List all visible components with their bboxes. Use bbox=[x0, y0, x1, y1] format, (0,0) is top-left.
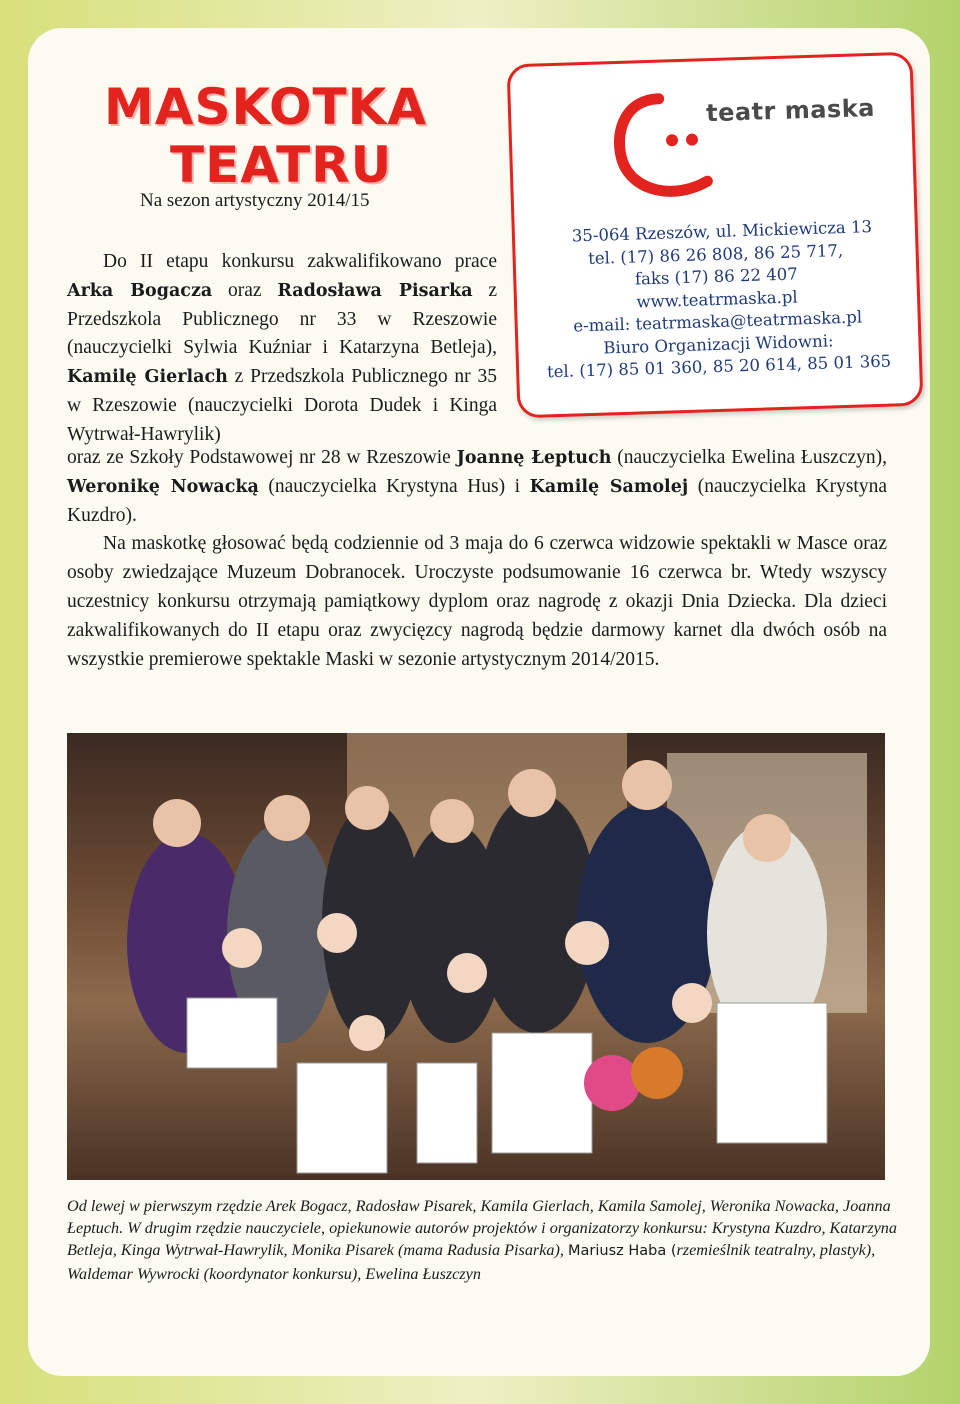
contact-card bbox=[507, 52, 924, 419]
group-photo bbox=[67, 733, 885, 1180]
title-line-2: TEATRU bbox=[170, 136, 393, 194]
contact-details bbox=[515, 215, 920, 385]
name-joanna: Joannę Łeptuch bbox=[456, 448, 612, 468]
name-kamila-g: Kamilę Gierlach bbox=[67, 367, 228, 388]
name-kamila-s: Kamilę Samolej bbox=[529, 476, 689, 497]
website-link[interactable]: www.teatrmaska.pl bbox=[636, 286, 798, 311]
photo-caption: Od lewej w pierwszym rzędzie Arek Bogacz, Radosław Pisarek, Kamila Gierlach, Kamila Samolej, Weronika Nowacka, Joanna Łeptuch. W drugim rzędzie nauczyciele, opiekunowie autorów projektów i organizatorzy konkursu: Krystyna Kuzdro, Katarzyna Betleja, Kinga Wytrwał-Hawrylik, Monika Pisarek (mama Radusia Pisarka), Mariusz Haba (rzemieślnik teatralny, plastyk), Waldemar Wywrocki (koordynator konkursu), Ewelina Łuszczyn bbox=[67, 1197, 897, 1283]
title-line-1: MASKOTKA bbox=[104, 78, 428, 136]
article-body: oraz ze Szkoły Podstawowej nr 28 w Rzeszowie Joannę Łeptuch (nauczycielka Ewelina Łuszczyn), Weronikę Nowacką (nauczycielka Krystyna Hus) i Kamilę Samolej (nauczycielka Krystyna Kuzdro). Na maskotkę głosować będą codziennie od 3 maja do 6 czerwca widzowie spektakli w Masce oraz osoby zwiedzające Muzeum Dobranocek. Uroczyste podsumowanie 16 czerwca br. Wtedy wszyscy uczestnicy konkursu otrzymają pamiątkowy dyplom oraz nagrodę z okazji Dnia Dziecka. Dla dzieci zakwalifikowanych do II etapu oraz zwycięzcy nagrodą będzie darmowy karnet dla dwóch osób na wszystkie premierowe spektakle Maski w sezonie artystycznym 2014/2015. bbox=[67, 444, 887, 674]
name-arek: Arka Bogacza bbox=[67, 280, 213, 301]
name-radoslaw: Radosława Pisarka bbox=[277, 280, 473, 301]
paragraph-voting: Na maskotkę głosować będą codziennie od 3 maja do 6 czerwca widzowie spektakli w Masce oraz osoby zwiedzające Muzeum Dobranocek. Uroczyste podsumowanie 16 czerwca br. Wtedy wszyscy uczestnicy konkursu otrzymają pamiątkowy dyplom oraz nagrodę z okazji Dnia Dziecka. Dla dzieci zakwalifikowanych do II etapu oraz zwycięzcy nagrodą będzie darmowy karnet dla dwóch osób na wszystkie premierowe spektakle Maski w sezonie artystycznym 2014/2015. bbox=[67, 533, 887, 670]
group-photo-illustration bbox=[67, 733, 885, 1180]
office-label: Biuro Organizacji Widowni: bbox=[603, 330, 834, 358]
logo-text: teatr maska bbox=[705, 93, 876, 128]
phone-numbers: tel. (17) 86 26 808, 86 25 717, bbox=[587, 240, 844, 268]
fax-number: faks (17) 86 22 407 bbox=[634, 264, 798, 289]
address: 35-064 Rzeszów, ul. Mickiewicza 13 bbox=[571, 217, 873, 246]
page-title bbox=[104, 78, 427, 194]
subtitle: Na sezon artystyczny 2014/15 bbox=[140, 190, 370, 211]
name-weronika: Weronikę Nowacką bbox=[67, 476, 259, 497]
office-phones: tel. (17) 85 01 360, 85 20 614, 85 01 365 bbox=[546, 351, 892, 382]
email-link[interactable]: e-mail: teatrmaska@teatrmaska.pl bbox=[573, 307, 863, 336]
article-intro: Do II etapu konkursu zakwalifikowano prace Arka Bogacza oraz Radosława Pisarka z Przedszkola Publicznego nr 33 w Rzeszowie (nauczycielki Sylwia Kuźniar i Katarzyna Betleja), Kamilę Gierlach z Przedszkola Publicznego nr 35 w Rzeszowie (nauczycielki Dorota Dudek i Kinga Wytrwał-Hawrylik) bbox=[67, 251, 497, 445]
